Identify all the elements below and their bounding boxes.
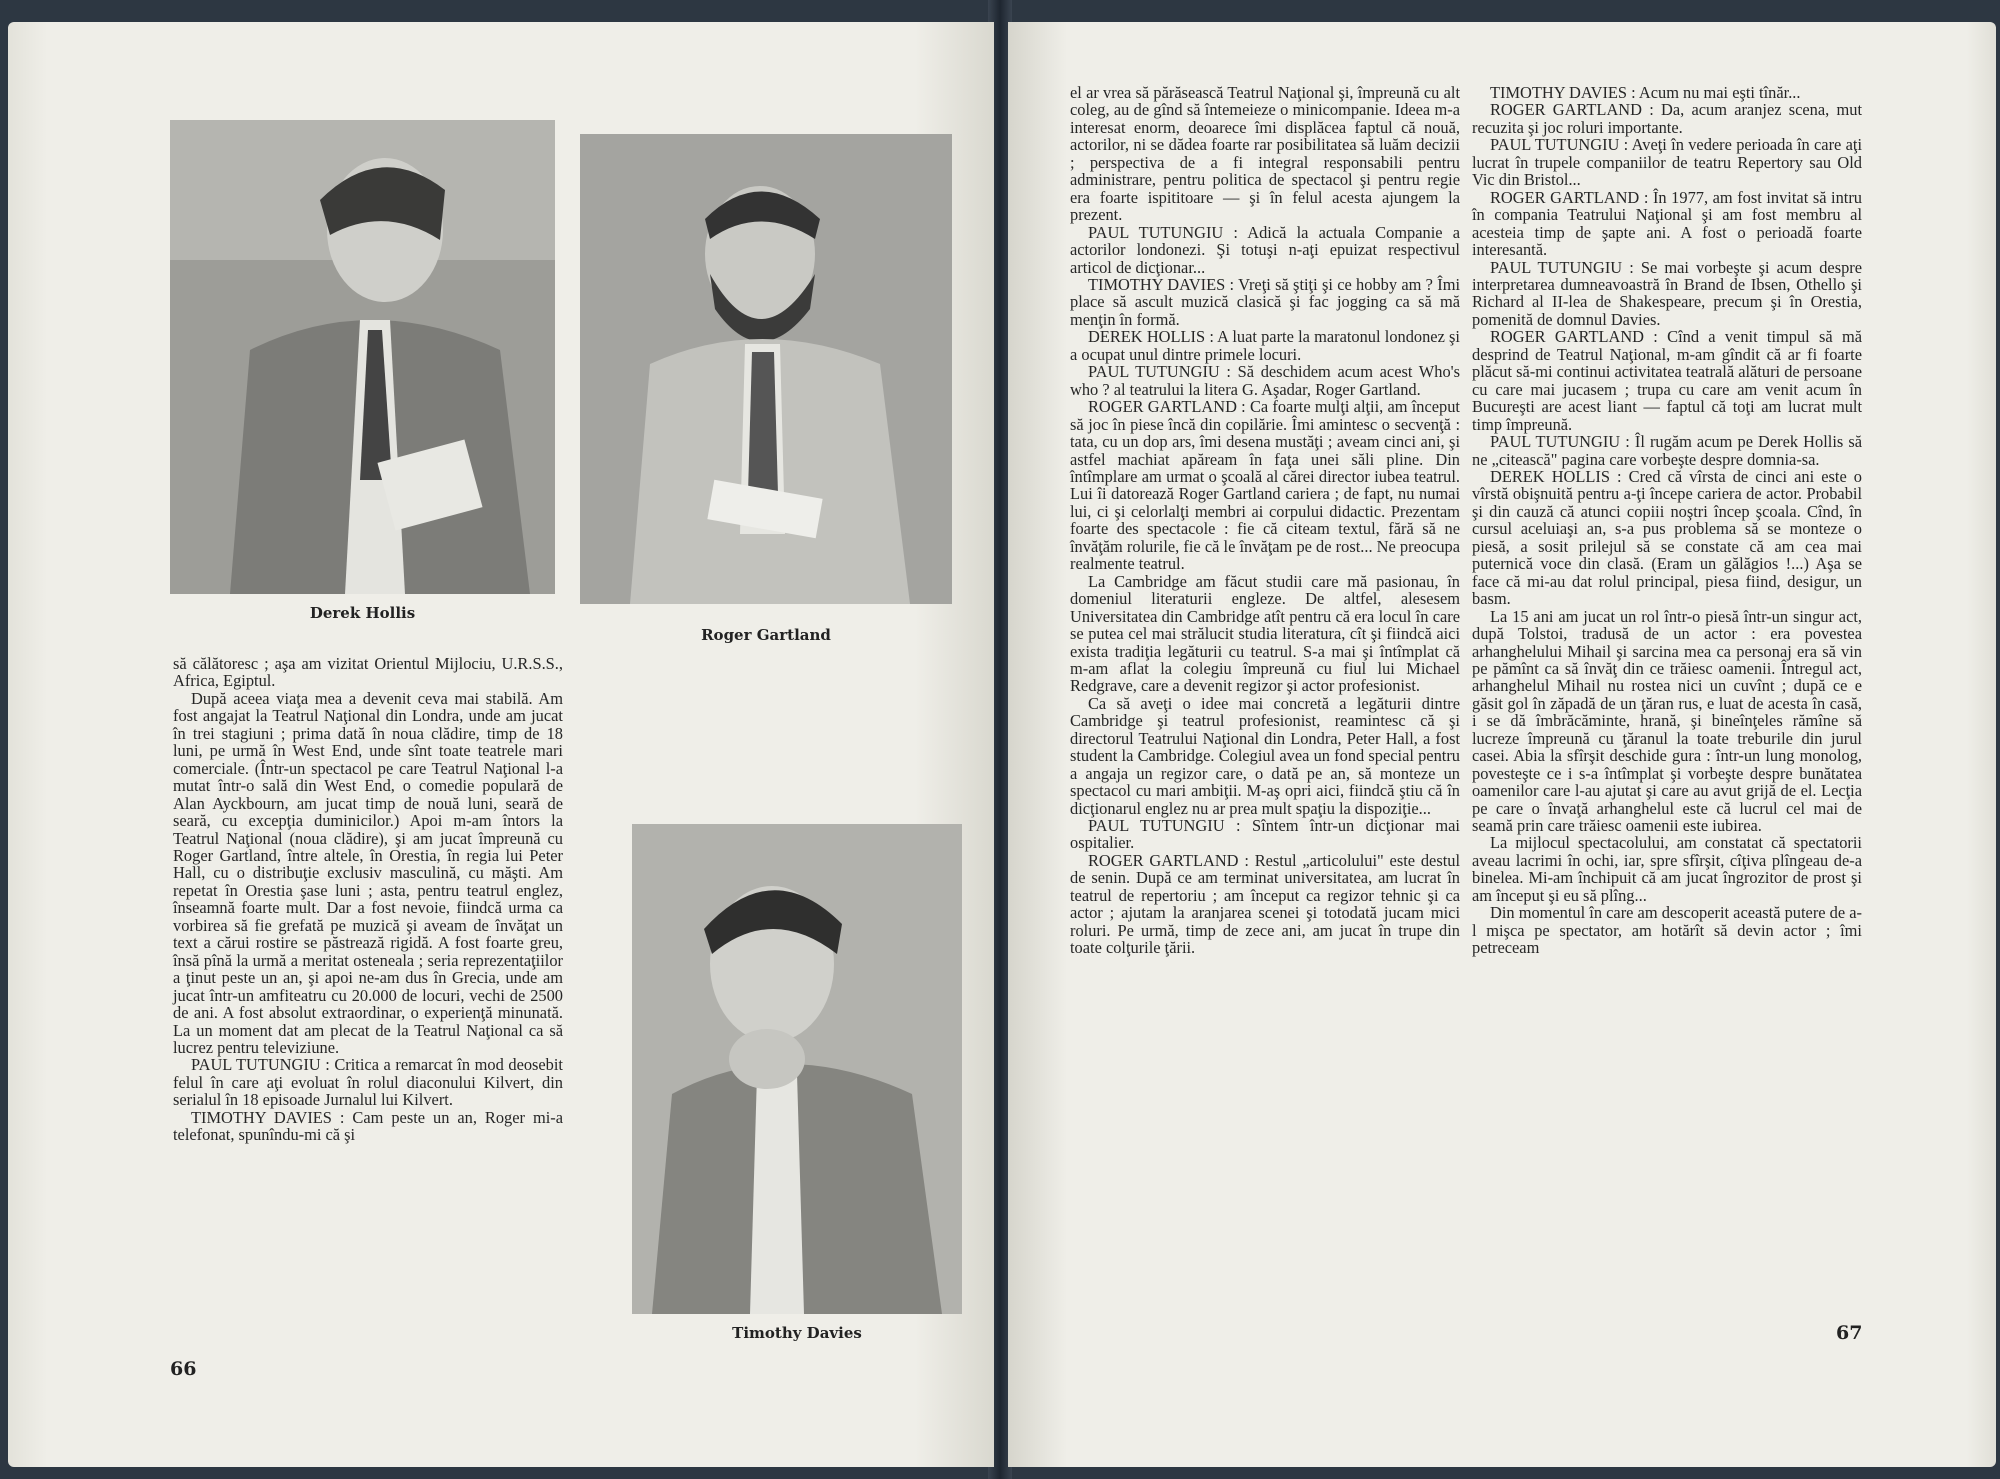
left-page [8,22,994,1467]
paragraph: La mijlocul spectacolului, am constatat că spectatorii aveau lacrimi în ochi, iar, spre sfîrşit, cîţiva plîngeau de-a binelea. Mi-am închipuit că am jucat îngrozitor de prost şi am început şi eu să plîng... [1472,833,1862,905]
paragraph: DEREK HOLLIS : Cred că vîrsta de cinci ani este o vîrstă obişnuită pentru a-ţi începe cariera de actor. Probabil şi din cauză că atunci copiii noştri încep şcoala. Cînd, în cursul aceluiaşi an, s-a pus problema să se monteze o piesă, a sosit prilejul să se constate că am cea mai puternică voce din clasă. (Eram un gălăgios !...) Aşa se face că mi-au dat rolul principal, piesa fiind, desigur, un basm. [1472,466,1862,609]
caption-roger-gartland: Roger Gartland [701,626,831,644]
paragraph: PAUL TUTUNGIU : Să deschidem acum acest Who's who ? al teatrului la litera G. Aşadar, Roger Gartland. [1070,362,1460,399]
photo-timothy-davies [632,824,962,1314]
paragraph: DEREK HOLLIS : A luat parte la maratonul londonez şi a ocupat unul dintre primele locuri. [1070,327,1460,364]
paragraph: După aceea viaţa mea a devenit ceva mai stabilă. Am fost angajat la Teatrul Naţional din Londra, unde am jucat în trei stagiuni ; prima dată în noua clădire, timp de 18 luni, pe urmă în West End, unde sînt toate teatrele mari comerciale. (Într-un spectacol pe care Teatrul Naţional l-a mutat într-o sală din West End, o comedie populară de Alan Ayckbourn, am jucat timp de nouă luni, seară de seară, cu excepţia duminicilor.) Apoi m-am întors la Teatrul Naţional (noua clădire), şi am jucat împreună cu Roger Gartland, între altele, în Orestia, în regia lui Peter Hall, cu o distribuţie exclusiv masculină, cu măşti. Am repetat în Orestia şase luni ; asta, pentru teatrul englez, înseamnă foarte mult. Dar a fost nevoie, fiindcă urma ca vorbirea să fie grefată pe muzică şi aveam de învăţat un text a cărui rostire se păstrează rigidă. A fost foarte greu, însă pînă la urmă a meritat osteneala ; seria reprezentaţiilor a ţinut peste un an, şi apoi ne-am dus în Grecia, unde am jucat într-un amfiteatru cu 20.000 de locuri, vechi de 2500 de ani. A fost absolut extraordinar, o experienţă minunată. La un moment dat am plecat de la Teatrul Naţional ca să lucrez pentru televiziune. [173,688,563,1057]
paragraph: el ar vrea să părăsească Teatrul Naţional şi, împreună cu alt coleg, au de gînd să întemeieze o minicompanie. Ideea m-a interesat enorm, deoarece îmi displăcea faptul că nouă, actorilor, ni se dădea foarte rar posibilitatea să luăm decizii ; perspectiva de a fi integral responsabili pentru administrare, pentru politica de spectacol şi pentru regie era foarte ispititoare — şi în felul acesta ajungem la prezent. [1070,83,1460,225]
paragraph: ROGER GARTLAND : În 1977, am fost invitat să intru în compania Teatrului Naţional şi am fost membru al acesteia timp de şapte ani. A fost o perioadă foarte interesantă. [1472,187,1862,260]
photo-roger-gartland [580,134,952,604]
photo-derek-hollis [170,120,555,594]
right-text-column-1 [1070,84,1460,957]
page-number-left: 66 [170,1358,197,1380]
caption-derek-hollis: Derek Hollis [309,604,416,622]
paragraph: PAUL TUTUNGIU : Sîntem într-un dicţionar mai ospitalier. [1070,816,1460,853]
right-page [1008,22,1996,1467]
paragraph: Ca să aveţi o idee mai concretă a legăturii dintre Cambridge şi teatrul profesionist, reamintesc că şi directorul Teatrului Naţional din Londra, Peter Hall, a fost student la Cambridge. Colegiul avea un fond special pentru a angaja un regizor care, o dată pe an, să monteze un spectacol cu mari ambiţii. M-aş opri aici, fiindcă ştiu că în dicţionarul englez nu ar prea mult spaţiu la dispoziţie... [1070,693,1460,818]
paragraph: să călătoresc ; aşa am vizitat Orientul Mijlociu, U.R.S.S., Africa, Egiptul. [173,654,563,691]
paragraph: PAUL TUTUNGIU : Critica a remarcat în mod deosebit felul în care aţi evoluat în rolul diaconului Kilvert, din serialul în 18 episoade Jurnalul lui Kilvert. [173,1055,563,1110]
paragraph: ROGER GARTLAND : Da, acum aranjez scena, mut recuzita şi joc roluri importante. [1472,100,1862,137]
left-text-column [173,655,563,1144]
paragraph: PAUL TUTUNGIU : Adică la actuala Companie a actorilor londonezi. Şi totuşi n-aţi epuizat respectivul articol de dicţionar... [1070,222,1460,277]
right-text-column-2 [1472,84,1862,957]
paragraph: PAUL TUTUNGIU : Se mai vorbeşte şi acum despre interpretarea dumneavoastră în Brand de Ibsen, Othello şi Richard al II-lea de Shakespeare, precum şi în Orestia, pomenită de domnul Davies. [1472,257,1862,329]
paragraph: TIMOTHY DAVIES : Cam peste un an, Roger mi-a telefonat, spunîndu-mi că şi [173,1107,563,1145]
paragraph: La Cambridge am făcut studii care mă pasionau, în domeniul literaturii engleze. De altfel, alesesem Universitatea din Cambridge atît pentru că era locul în care se putea cel mai strălucit studia literatura, cît şi fiindcă aici exista tradiţia legăturii cu teatrul. S-a mai şi întîmplat că m-am aflat la colegiu împreună cu fiul lui Michael Redgrave, care a devenit regizor şi actor profesionist. [1070,571,1460,696]
page-number-right: 67 [1836,1322,1863,1344]
paragraph: PAUL TUTUNGIU : Îl rugăm acum pe Derek Hollis să ne „citească" pagina care vorbeşte despre domnia-sa. [1472,432,1862,469]
paragraph: TIMOTHY DAVIES : Acum nu mai eşti tînăr... [1490,83,1801,102]
paragraph: Din momentul în care am descoperit această putere de a-l mişca pe spectator, am hotărît să devin actor ; îmi petreceam [1472,903,1862,958]
paragraph: PAUL TUTUNGIU : Aveţi în vedere perioada în care aţi lucrat în trupele companiilor de teatru Repertory sau Old Vic din Bristol... [1472,135,1862,190]
paragraph: ROGER GARTLAND : Ca foarte mulţi alţii, am început să joc în piese încă din copilărie. Îmi amintesc o secvenţă : tata, cu un dop ars, îmi desena mustăţi ; aveam cinci ani, şi astfel machiat apăream în faţa unei săli pline. Din întîmplare am urmat o şcoală al cărei director iubea teatrul. Lui îi datorează Roger Gartland cariera ; de fapt, nu numai lui, ci şi celorlalţi membri ai corpului didactic. Prezentam foarte des spectacole : fie că citeam textul, fără să ne învăţăm rolurile, fie că le învăţam pe de rost... Ne preocupa realmente teatrul. [1070,397,1460,574]
caption-timothy-davies: Timothy Davies [732,1324,862,1342]
paragraph: La 15 ani am jucat un rol într-o piesă într-un singur act, după Tolstoi, tradusă de un actor : era povestea arhanghelului Mihail şi sarcina mea ca personaj era să vin pe pămînt ca să învăţ din ce trăiesc oamenii. Întregul act, arhanghelul Mihail nu rostea nici un cuvînt ; după ce e găsit gol în zăpadă de un ţăran rus, e luat de acesta în casă, i se dă îmbrăcăminte, hrană, şi bineînţeles rămîne să lucreze împreună cu ţăranul la toate treburile din jurul casei. Abia la sfîrşit deschide gura : într-un lung monolog, povesteşte ce i s-a întîmplat şi vorbeşte despre bunătatea oamenilor care l-au ajutat şi care au avut grijă de el. Lecţia pe care o învaţă arhanghelul este că lucrul cel mai de seamă prin care trăiesc oamenii este iubirea. [1472,606,1862,836]
paragraph: TIMOTHY DAVIES : Vreţi să ştiţi şi ce hobby am ? Îmi place să ascult muzică clasică şi fac jogging ca să mă menţin în formă. [1070,274,1460,329]
paragraph: ROGER GARTLAND : Cînd a venit timpul să mă desprind de Teatrul Naţional, m-am gîndit că ar fi foarte plăcut să-mi continui activitatea teatrală alături de persoane cu care mai jucasem ; trupa cu care am venit acum în Bucureşti are acest liant — faptul că toţi am lucrat mult timp împreună. [1472,327,1863,434]
paragraph: ROGER GARTLAND : Restul „articolului" este destul de senin. După ce am terminat universitatea, am lucrat în teatrul de repertoriu ; am început ca regizor tehnic şi ca actor ; ajutam la aranjarea scenei şi totodată jucam mici roluri. Pe urmă, timp de zece ani, am jucat în trupe din toate colţurile ţării. [1070,850,1460,958]
